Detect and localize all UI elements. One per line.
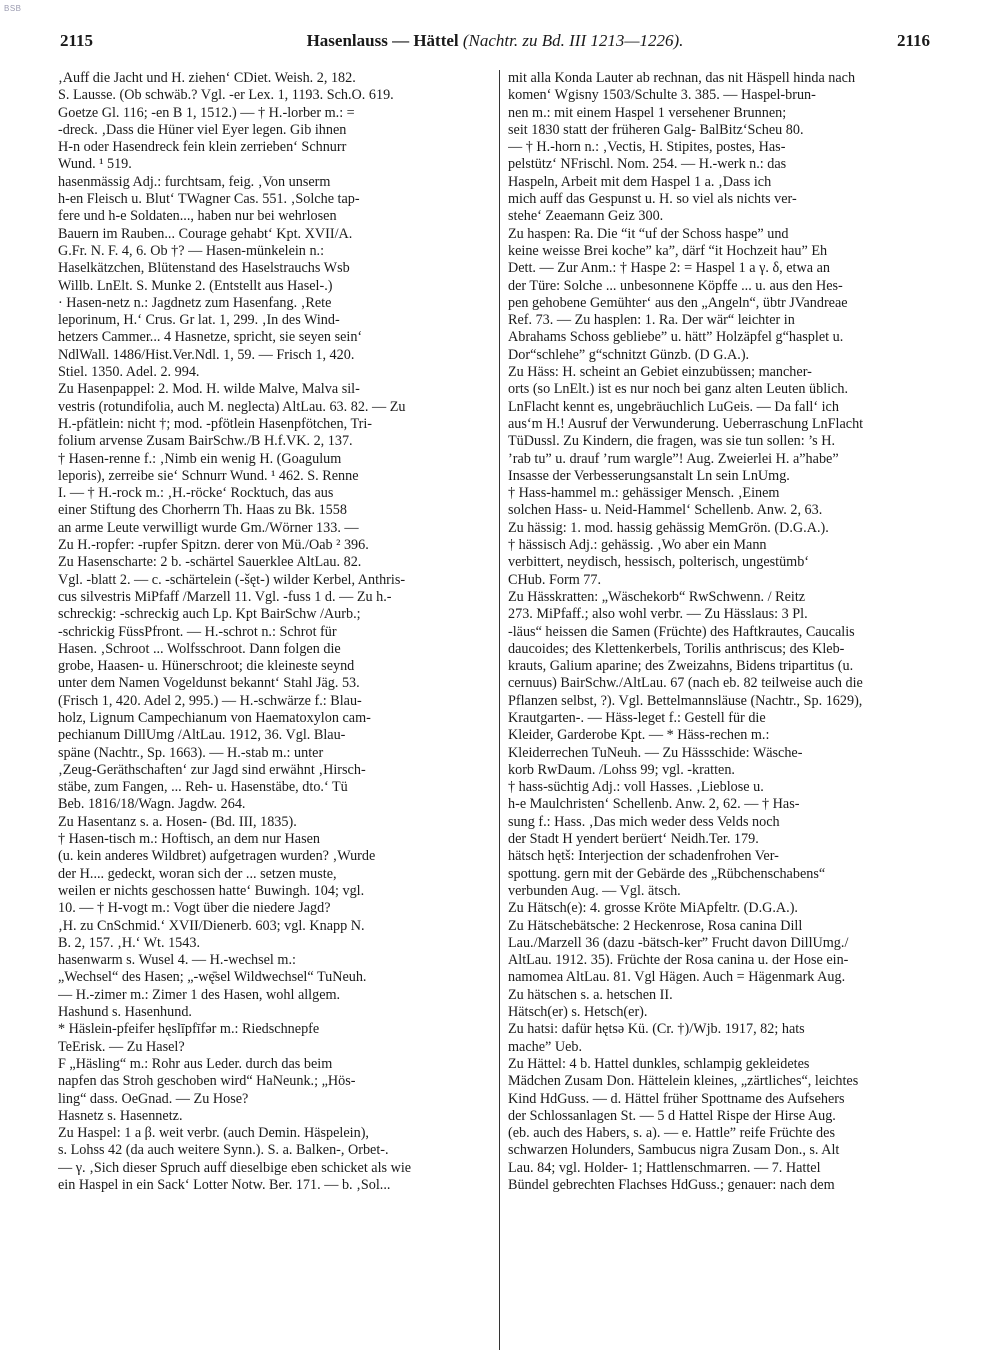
text-line: keine weisse Brei koche” ka”, därf “it Hochzeit hau” Eh bbox=[508, 242, 828, 259]
text-line: Zu Haspel: 1 a β. weit verbr. (auch Demin. Häspelein), bbox=[58, 1125, 369, 1142]
text-line: an arme Leute verwilligt wurde Gm./Wörner 133. — bbox=[58, 519, 359, 536]
text-line: hetzers Cammer... 4 Hasnetze, spricht, sie seyen sein‘ bbox=[58, 329, 363, 346]
text-line: Haselkätzchen, Blütenstand des Haselstrauchs Wsb bbox=[58, 260, 350, 277]
text-line: komen‘ Wgisny 1503/Schulte 3. 385. — Haspel-brun- bbox=[508, 87, 816, 104]
text-line: AltLau. 1912. 35). Früchte der Rosa canina u. der Hose ein- bbox=[508, 952, 849, 969]
text-line: ‚H. zu CnSchmid.‘ XVII/Dienerb. 603; vgl. Knapp N. bbox=[58, 917, 365, 934]
text-line: TüDussl. Zu Kindern, die fragen, was sie tun sollen: ’s H. bbox=[508, 433, 836, 450]
text-line: s. Lohss 42 (da auch weitere Synn.). S. a. Balken-, Orbet-. bbox=[58, 1142, 389, 1159]
text-line: Zu Hasentanz s. a. Hosen- (Bd. III, 1835). bbox=[58, 813, 297, 830]
text-line: — † H.-horn n.: ‚Vectis, H. Stipites, postes, Has- bbox=[508, 139, 786, 156]
text-line: ‚Auff die Jacht und H. ziehen‘ CDiet. Weish. 2, 182. bbox=[58, 70, 356, 86]
library-watermark: BSB bbox=[4, 4, 22, 13]
text-line: H.-pfätlein: nicht †; mod. -pfötlein Hasenpfötchen, Tri- bbox=[58, 415, 373, 432]
text-line: folium arvense Zusam BairSchw./B H.f.VK. 2, 137. bbox=[58, 433, 353, 450]
text-line: stäbe, zum Fangen, ... Reh- u. Hasenstäbe, dto.‘ Tü bbox=[58, 779, 348, 796]
text-line: Zu Hasenpappel: 2. Mod. H. wilde Malve, Malva sil- bbox=[58, 381, 360, 398]
text-line: Zu Häss: H. scheint an Gebiet einzubüssen; mancher- bbox=[508, 364, 812, 381]
text-line: holz, Lignum Campechianum von Haematoxylon cam- bbox=[58, 709, 371, 726]
text-line: TeErisk. — Zu Hasel? bbox=[58, 1038, 185, 1055]
text-line: leporis), zerreibe sie‘ Schnurr Wund. ¹ 462. S. Renne bbox=[58, 467, 359, 484]
text-line: Mädchen Zusam Don. Hättelein kleines, „zärtliches“, leichtes bbox=[508, 1073, 859, 1090]
text-line: spottung. gern mit der Gebärde des „Rübchenschabens“ bbox=[508, 865, 826, 882]
text-line: schreckig: -schreckig auch Lp. Kpt BairSchw /Aurb.; bbox=[58, 606, 361, 623]
running-head-subtitle: (Nachtr. zu Bd. III 1213—1226). bbox=[462, 31, 684, 50]
text-line: der H.... gedeckt, woran sich der ... setzen muste, bbox=[58, 865, 337, 882]
text-line: Bauern im Rauben... Courage gehabt‘ Kpt. XVII/A. bbox=[58, 225, 353, 242]
text-line: H-n oder Hasendreck fein klein zerrieben‘ Schnurr bbox=[58, 139, 347, 156]
text-line: der Stadt H yendert berüert‘ Neidh.Ter. 179. bbox=[508, 831, 759, 848]
text-line: † hass-süchtig Adj.: voll Hasses. ‚Lieblose u. bbox=[508, 779, 764, 796]
text-line: unter dem Namen Vogeldunst bekannt‘ Stahl Jäg. 53. bbox=[58, 675, 360, 692]
text-line: einer Stiftung des Chorherrn Th. Haas zu Bk. 1558 bbox=[58, 502, 347, 519]
text-line: Ref. 73. — Zu hasplen: 1. Ra. Der wär“ leichter in bbox=[508, 312, 795, 329]
column-divider bbox=[499, 70, 500, 1350]
text-line: Haspeln, Arbeit mit dem Haspel 1 a. ‚Dass ich bbox=[508, 173, 772, 190]
page-number-left: 2115 bbox=[60, 31, 94, 50]
text-line: späne (Nachtr., Sp. 1663). — H.-stab m.: unter bbox=[58, 744, 324, 761]
text-line: mit alla Konda Lauter ab rechnan, das nit Häspell hinda nach bbox=[508, 70, 856, 86]
text-line: B. 2, 157. ‚H.‘ Wt. 1543. bbox=[58, 934, 200, 951]
text-line: NdlWall. 1486/Hist.Ver.Ndl. 1, 59. — Frisch 1, 420. bbox=[58, 346, 355, 363]
text-line: -dreck. ‚Dass die Hüner viel Eyer legen. Gib ihnen bbox=[58, 121, 347, 138]
text-line: (u. kein anderes Wildbret) aufgetragen wurden? ‚Wurde bbox=[58, 848, 376, 865]
left-column bbox=[58, 70, 508, 1355]
text-line: verbunden Aug. — Vgl. ätsch. bbox=[508, 882, 681, 899]
text-line: cus silvestris MiPfaff /Marzell 11. Vgl. -fuss 1 d. — Zu h.- bbox=[58, 588, 392, 605]
text-line: * Häslein-pfeifer hęslīpfīfər m.: Riedschnepfe bbox=[58, 1021, 320, 1038]
text-line: Goetze Gl. 116; -en B 1, 1512.) — † H.-lorber m.: = bbox=[58, 104, 355, 121]
text-line: Hasen. ‚Schroot ... Wolfsschroot. Dann folgen die bbox=[58, 640, 341, 657]
text-line: verbittert, neydisch, hessisch, polterisch, ungestümb‘ bbox=[508, 554, 810, 571]
text-line: h-e Maulchristen‘ Schellenb. Anw. 2, 62. — † Has- bbox=[508, 796, 800, 813]
text-line: cernuus) BairSchw./AltLau. 67 (nach eb. 82 teilweise auch die bbox=[508, 675, 863, 692]
right-column bbox=[508, 70, 960, 1355]
text-line: Zu Hässkratten: „Wäschekorb“ RwSchwenn. / Reitz bbox=[508, 588, 806, 605]
text-line: hasenmässig Adj.: furchtsam, feig. ‚Von unserm bbox=[58, 173, 331, 190]
text-line: ’rab tu” u. drauf ’rum wargle”! Aug. Zweierlei H. a”habe” bbox=[508, 450, 839, 467]
text-line: † Hass-hammel m.: gehässiger Mensch. ‚Einem bbox=[508, 485, 780, 502]
text-line: † hässisch Adj.: gehässig. ‚Wo aber ein Mann bbox=[508, 537, 767, 554]
text-line: solchen Hass- u. Neid-Hammel‘ Schellenb. Anw. 2, 63. bbox=[508, 502, 823, 519]
text-line: G.Fr. N. F. 4, 6. Ob †? — Hasen-münkelein n.: bbox=[58, 242, 325, 259]
text-line: Hasnetz s. Hasennetz. bbox=[58, 1107, 183, 1124]
text-line: pen gehobene Gemühter‘ aus den „Angeln“, übtr JVandreae bbox=[508, 294, 848, 311]
text-line: † Hasen-tisch m.: Hoftisch, an dem nur Hasen bbox=[58, 831, 321, 848]
text-line: ‚Zeug-Geräthschaften‘ zur Jagd sind erwähnt ‚Hirsch- bbox=[58, 761, 366, 778]
text-line: Lau./Marzell 36 (dazu -bätsch-ker” Frucht davon DillUmg./ bbox=[508, 934, 849, 951]
text-line: S. Lausse. (Ob schwäb.? Vgl. -er Lex. 1, 1193. Sch.O. 619. bbox=[58, 87, 394, 104]
text-line: pelstütz‘ NFrischl. Nom. 254. — H.-werk n.: das bbox=[508, 156, 787, 173]
text-line: † Hasen-renne f.: ‚Nimb ein wenig H. (Goagulum bbox=[58, 450, 342, 467]
text-line: -schrickig FüssPfront. — H.-schrot n.: Schrot für bbox=[58, 623, 337, 640]
text-line: Krautgarten-. — Häss-leget f.: Gestell für die bbox=[508, 709, 766, 726]
text-line: der Türe: Solche ... unbesonnene Köpffe ... u. aus den Hes- bbox=[508, 277, 843, 294]
text-line: · Hasen-netz n.: Jagdnetz zum Hasenfang. ‚Rete bbox=[58, 294, 332, 311]
text-line: Zu Hätschebätsche: 2 Heckenrose, Rosa canina Dill bbox=[508, 917, 803, 934]
text-line: Willb. LnElt. S. Munke 2. (Entstellt aus Hasel-.) bbox=[58, 277, 333, 294]
text-line: namomea AltLau. 81. Vgl Hägen. Auch = Hägenmark Aug. bbox=[508, 969, 846, 986]
text-line: Stiel. 1350. Adel. 2. 994. bbox=[58, 364, 200, 381]
text-line: Lau. 84; vgl. Holder- 1; Hattlenschmarren. — 7. Hattel bbox=[508, 1159, 821, 1176]
text-line: (Frisch 1, 420. Adel 2, 995.) — H.-schwärze f.: Blau- bbox=[58, 692, 362, 709]
text-line: ein Haspel in ein Sack‘ Lotter Notw. Ber. 171. — b. ‚Sol... bbox=[58, 1177, 391, 1193]
text-line: Zu hätschen s. a. hetschen II. bbox=[508, 986, 673, 1003]
text-line: I. — † H.-rock m.: ‚H.-röcke‘ Rocktuch, das aus bbox=[58, 485, 334, 502]
text-line: vestris (rotundifolia, auch M. neglecta) AltLau. 63. 82. — Zu bbox=[58, 398, 406, 415]
text-line: mich auff das Gespunst u. H. so viel als nichts ver- bbox=[508, 191, 797, 208]
text-line: weilen er nichts geschossen hatte‘ Buwingh. 104; vgl. bbox=[58, 882, 365, 899]
text-line: ling“ dass. OeGnad. — Zu Hose? bbox=[58, 1090, 249, 1107]
text-line: 10. — † H-vogt m.: Vogt über die niedere Jagd? bbox=[58, 900, 331, 917]
page-header bbox=[60, 31, 930, 53]
text-line: hasenwarm s. Wusel 4. — H.-wechsel m.: bbox=[58, 952, 296, 969]
text-line: Bündel gebrechten Flachses HdGuss.; genauer: nach dem bbox=[508, 1177, 835, 1193]
text-line: grobe, Haasen- u. Hünerschroot; die kleineste seynd bbox=[58, 658, 355, 675]
text-line: — γ. ‚Sich dieser Spruch auff dieselbige eben schicket als wie bbox=[58, 1159, 412, 1176]
text-line: — H.-zimer m.: Zimer 1 des Hasen, wohl allgem. bbox=[58, 986, 341, 1003]
text-line: Dor“schlehe” g“schnitzt Günzb. (D G.A.). bbox=[508, 346, 750, 363]
running-head bbox=[60, 31, 930, 51]
text-line: CHub. Form 77. bbox=[508, 571, 602, 588]
text-line: Zu Hätsch(e): 4. grosse Kröte MiApfeltr. (D.G.A.). bbox=[508, 900, 798, 917]
text-line: Zu Hasenscharte: 2 b. -schärtel Sauerklee AltLau. 82. bbox=[58, 554, 362, 571]
text-line: h-en Fleisch u. Blut‘ TWagner Cas. 551. ‚Solche tap- bbox=[58, 191, 360, 208]
text-line: orts (so LnElt.) ist es nur noch bei ganz alten Leuten üblich. bbox=[508, 381, 849, 398]
text-line: stehe‘ Zeaemann Geiz 300. bbox=[508, 208, 664, 225]
text-line: Dett. — Zur Anm.: † Haspe 2: = Haspel 1 a γ. δ, etwa an bbox=[508, 260, 830, 277]
text-line: Zu H.-ropfer: -rupfer Spitzn. derer von Mü./Oab ² 396. bbox=[58, 537, 369, 554]
text-line: seit 1830 statt der früheren Galg- BalBitz‘Scheu 80. bbox=[508, 121, 804, 138]
text-line: Pflanzen selbst, ?). Vgl. Bettelmannsläuse (Nachtr., Sp. 1629), bbox=[508, 692, 863, 709]
text-line: LnFlacht kennt es, ungebräuchlich LuGeis. — Da fall‘ ich bbox=[508, 398, 839, 415]
text-line: Kleider, Garderobe Kpt. — * Häss-rechen m.: bbox=[508, 727, 770, 744]
text-line: Insasse der Verbesserungsanstalt Ln sein LnUmg. bbox=[508, 467, 790, 484]
text-line: aus‘m H.! Ausruf der Verwunderung. Ueberraschung LnFlacht bbox=[508, 415, 864, 432]
text-line: Vgl. -blatt 2. — c. -schärtelein (-šęt-) wilder Kerbel, Anthris- bbox=[58, 571, 406, 588]
text-line: Hätsch(er) s. Hetsch(er). bbox=[508, 1004, 648, 1021]
text-line: (eb. auch des Habers, s. a). — e. Hattle” reife Früchte des bbox=[508, 1125, 835, 1142]
page-number-right: 2116 bbox=[896, 31, 930, 50]
text-line: mache” Ueb. bbox=[508, 1038, 583, 1055]
text-line: -läus“ heissen die Samen (Früchte) des Haftkrautes, Caucalis bbox=[508, 623, 855, 640]
text-line: Zu hatsi: dafür hętsə Kü. (Cr. †)/Wjb. 1917, 82; hats bbox=[508, 1021, 805, 1038]
text-line: Zu hässig: 1. mod. hassig gehässig MemGrön. (D.G.A.). bbox=[508, 519, 829, 536]
text-line: daucoides; des Klettenkerbels, Torilis anthriscus; des Kleb- bbox=[508, 640, 845, 657]
text-line: krauts, Galium aparine; des Zweizahns, Bidens tripartitus (u. bbox=[508, 658, 854, 675]
text-line: leporinum, H.‘ Crus. Gr lat. 1, 299. ‚In des Wind- bbox=[58, 312, 340, 329]
text-line: Kind HdGuss. — d. Hättel früher Spottname des Aufsehers bbox=[508, 1090, 845, 1107]
text-line: Hashund s. Hasenhund. bbox=[58, 1004, 192, 1021]
text-line: napfen das Stroh geschoben wird“ HaNeunk.; „Hös- bbox=[58, 1073, 356, 1090]
text-line: sung f.: Hass. ‚Das mich weder dess Velds noch bbox=[508, 813, 780, 830]
text-line: hätsch hętš: Interjection der schadenfrohen Ver- bbox=[508, 848, 779, 865]
text-line: korb RwDaum. /Lohss 99; vgl. -kratten. bbox=[508, 761, 735, 778]
text-line: fere und h-e Soldaten..., haben nur bei wehrlosen bbox=[58, 208, 337, 225]
text-line: Beb. 1816/18/Wagn. Jagdw. 264. bbox=[58, 796, 246, 813]
running-head-title: Hasenlauss — Hättel bbox=[306, 31, 459, 50]
text-line: „Wechsel“ des Hasen; „-wę̄sel Wildwechsel“ TuNeuh. bbox=[58, 969, 367, 986]
text-line: Kleiderrechen TuNeuh. — Zu Hässschide: Wäsche- bbox=[508, 744, 803, 761]
text-line: pechianum DillUmg /AltLau. 1912, 36. Vgl. Blau- bbox=[58, 727, 346, 744]
text-line: Abrahams Schoss gebliebe” u. hätt” Holzäpfel g“hasplet u. bbox=[508, 329, 844, 346]
text-line: schwarzen Holunders, Sambucus nigra Zusam Don., s. Alt bbox=[508, 1142, 840, 1159]
text-line: Wund. ¹ 519. bbox=[58, 156, 132, 173]
text-line: F „Häsling“ m.: Rohr aus Leder. durch das beim bbox=[58, 1055, 333, 1072]
text-line: der Schlossanlagen St. — 5 d Hattel Rispe der Hirse Aug. bbox=[508, 1107, 836, 1124]
text-line: nen m.: mit einem Haspel 1 versehener Brunnen; bbox=[508, 104, 787, 121]
text-line: Zu Hättel: 4 b. Hattel dunkles, schlampig gekleidetes bbox=[508, 1055, 810, 1072]
text-line: 273. MiPfaff.; also wohl verbr. — Zu Hässlaus: 3 Pl. bbox=[508, 606, 808, 623]
text-line: Zu haspen: Ra. Die “it “uf der Schoss haspe” und bbox=[508, 225, 789, 242]
